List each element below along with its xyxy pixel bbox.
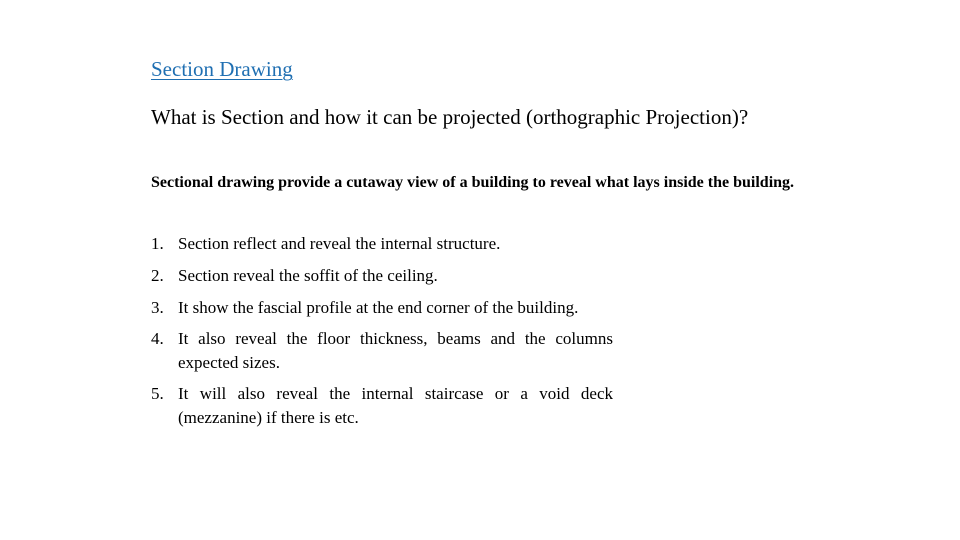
list-item [151,232,613,256]
list-item-number: 3. [151,298,164,317]
list-item-text: Section reveal the soffit of the ceiling. [178,266,438,285]
slide-title: Section Drawing [151,57,293,81]
list-item-text: It also reveal the floor thickness, beams and the columns expected sizes. [178,329,613,372]
list-item-text: It show the fascial profile at the end corner of the building. [178,298,579,317]
list-item-text: It will also reveal the internal staircase or a void deck (mezzanine) if there is etc. [178,384,613,427]
list-item [151,382,613,430]
intro-paragraph: Sectional drawing provide a cutaway view of a building to reveal what lays inside the building. [151,174,795,191]
list-item [151,264,613,288]
points-list [151,232,613,438]
list-item-text: Section reflect and reveal the internal structure. [178,234,501,253]
list-item [151,327,613,375]
list-item-number: 2. [151,266,164,285]
list-item-number: 4. [151,329,164,348]
list-item-number: 1. [151,234,164,253]
question-heading: What is Section and how it can be projected (orthographic Projection)? [151,105,749,129]
list-item [151,296,613,320]
list-item-number: 5. [151,384,164,403]
